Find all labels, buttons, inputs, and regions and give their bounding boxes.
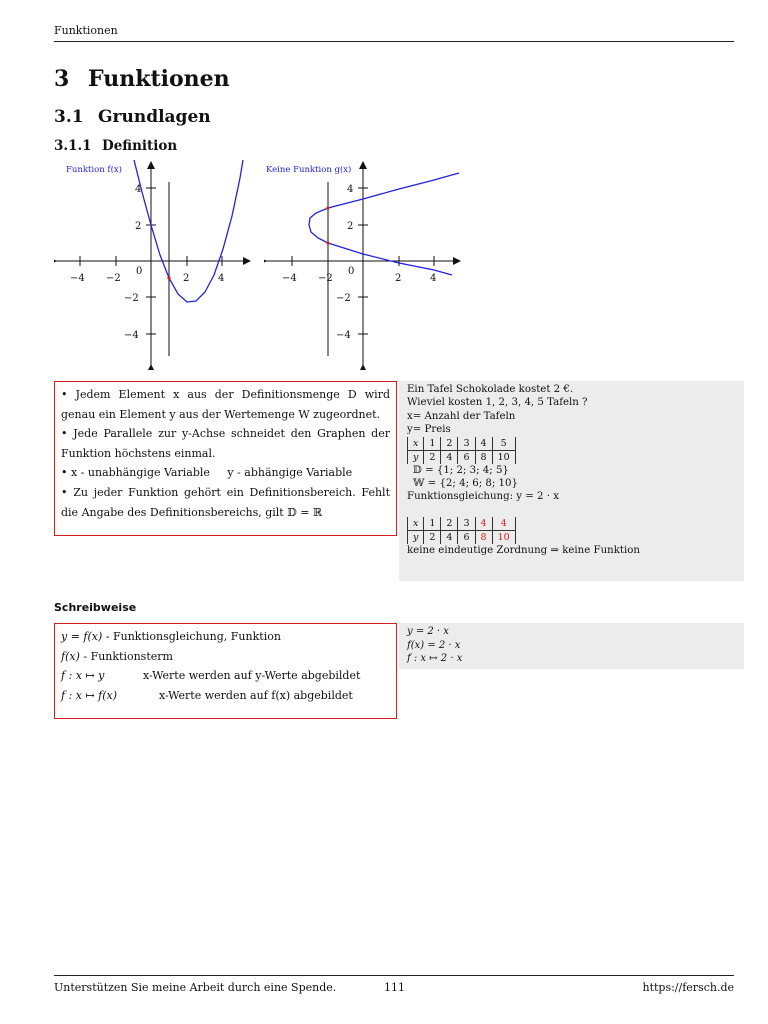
running-header <box>54 24 734 42</box>
notation-example: y = 2 · x <box>407 626 449 637</box>
notation-heading: Schreibweise <box>54 601 137 614</box>
definition-line: • Jedem Element x aus der Definitionsmenge D wird genau ein Element y aus der Wertemenge W zugeordnet. <box>61 388 390 421</box>
x-tick-label: −2 <box>318 273 333 284</box>
sideways-parabola-curve <box>309 173 459 275</box>
table-cell-highlighted: 8 <box>475 530 492 544</box>
non-function-graph <box>264 160 464 370</box>
example-line: y= Preis <box>407 424 451 436</box>
definition-line: • Zu jeder Funktion gehört ein Definitionsbereich. Fehlt die Angabe des Definitionsbereichs, gilt 𝔻 = ℝ <box>61 485 390 519</box>
donation-note: Unterstützen Sie meine Arbeit durch eine Spende. <box>54 981 337 994</box>
chapter-heading <box>54 66 230 92</box>
y-tick-label: 2 <box>347 221 354 232</box>
table-cell: x <box>408 517 424 531</box>
notation-math: y = f(x) <box>61 630 103 643</box>
origin-label: 0 <box>136 266 143 277</box>
table-cell: 4 <box>441 450 458 464</box>
intersection-point <box>326 206 329 209</box>
notation-math: f : x ↦ y <box>61 669 105 682</box>
y-tick-label: −2 <box>124 293 139 304</box>
example-line: Wieviel kosten 1, 2, 3, 4, 5 Tafeln ? <box>407 397 588 409</box>
table-cell: 6 <box>458 450 475 464</box>
notation-line <box>61 686 390 706</box>
graph-caption: Keine Funktion g(x) <box>266 165 352 175</box>
chapter-title: Funktionen <box>88 66 230 92</box>
intersection-point <box>167 276 170 279</box>
section-heading <box>54 107 211 127</box>
subsection-title: Definition <box>102 138 178 154</box>
table-cell: y <box>408 530 424 544</box>
example-box <box>399 381 744 581</box>
table-cell: 2 <box>441 437 458 451</box>
intersection-point <box>326 241 329 244</box>
notation-box <box>54 623 397 719</box>
graph-caption: Funktion f(x) <box>66 165 122 175</box>
table-row <box>408 517 516 531</box>
x-tick-label: −2 <box>106 273 121 284</box>
table-cell-highlighted: 4 <box>492 517 515 531</box>
definition-line: • x - unabhängige Variable y - abhängige Variable <box>61 466 353 480</box>
y-tick-label: 4 <box>135 184 142 195</box>
y-tick-label: 4 <box>347 184 354 195</box>
table-cell: 3 <box>458 517 475 531</box>
notation-example: f(x) = 2 · x <box>407 639 461 651</box>
table-cell: 4 <box>475 437 492 451</box>
table-row <box>408 450 516 464</box>
table-row <box>408 530 516 544</box>
origin-label: 0 <box>348 266 355 277</box>
function-graph <box>54 160 254 370</box>
x-tick-label: −4 <box>70 273 85 284</box>
notation-example: f : x ↦ 2 · x <box>407 653 463 664</box>
notation-line <box>61 666 390 686</box>
table-cell: y <box>408 450 424 464</box>
table-cell: 2 <box>424 450 441 464</box>
page-footer <box>54 975 734 998</box>
table-cell: 1 <box>424 437 441 451</box>
y-tick-label: −2 <box>336 293 351 304</box>
notation-text: x-Werte werden auf y-Werte abgebildet <box>143 669 361 682</box>
x-tick-label: 4 <box>218 273 225 284</box>
x-tick-label: −4 <box>282 273 297 284</box>
table-cell: 5 <box>492 437 515 451</box>
y-tick-label: −4 <box>124 330 139 341</box>
running-title: Funktionen <box>54 24 118 37</box>
function-equation: Funktionsgleichung: y = 2 · x <box>407 491 559 503</box>
page-number: 111 <box>384 981 405 994</box>
section-number: 3.1 <box>54 107 84 127</box>
notation-line <box>61 647 390 667</box>
definition-box <box>54 381 397 536</box>
range-set: 𝕎 = {2; 4; 6; 8; 10} <box>413 478 518 490</box>
domain-set: 𝔻 = {1; 2; 3; 4; 5} <box>413 464 509 476</box>
table-cell: 10 <box>492 450 515 464</box>
table-row <box>408 437 516 451</box>
subsection-heading <box>54 138 177 154</box>
notation-text: - Funktionsterm <box>83 649 173 663</box>
table-cell-highlighted: 10 <box>492 530 515 544</box>
notation-math: f(x) <box>61 649 80 663</box>
table-cell: 6 <box>458 530 475 544</box>
definition-line: • Jede Parallele zur y-Achse schneidet den Graphen der Funktion höchstens einmal. <box>61 427 390 460</box>
table-cell: 8 <box>475 450 492 464</box>
y-tick-label: −4 <box>336 330 351 341</box>
website-link[interactable]: https://fersch.de <box>642 981 734 994</box>
table-cell-highlighted: 4 <box>475 517 492 531</box>
table-cell: 2 <box>424 530 441 544</box>
section-title: Grundlagen <box>98 107 211 127</box>
example-line: x= Anzahl der Tafeln <box>407 410 516 422</box>
counterexample-table <box>407 517 516 544</box>
value-table <box>407 437 516 464</box>
notation-math: f : x ↦ f(x) <box>61 688 118 702</box>
table-cell: 1 <box>424 517 441 531</box>
subsection-number: 3.1.1 <box>54 138 92 154</box>
conclusion-text: keine eindeutige Zordnung ⇒ keine Funktion <box>407 544 640 556</box>
example-line: Ein Tafel Schokolade kostet 2 €. <box>407 384 574 395</box>
table-cell: 3 <box>458 437 475 451</box>
x-tick-label: 2 <box>395 273 402 284</box>
notation-text: x-Werte werden auf f(x) abgebildet <box>159 688 353 702</box>
chapter-number: 3 <box>54 66 70 92</box>
notation-example-box <box>399 623 744 669</box>
y-tick-label: 2 <box>135 221 142 232</box>
x-tick-label: 4 <box>430 273 437 284</box>
notation-text: - Funktionsgleichung, Funktion <box>105 630 281 643</box>
x-tick-label: 2 <box>183 273 190 284</box>
notation-line <box>61 627 390 647</box>
table-cell: 4 <box>441 530 458 544</box>
table-cell: 2 <box>441 517 458 531</box>
table-cell: x <box>408 437 424 451</box>
